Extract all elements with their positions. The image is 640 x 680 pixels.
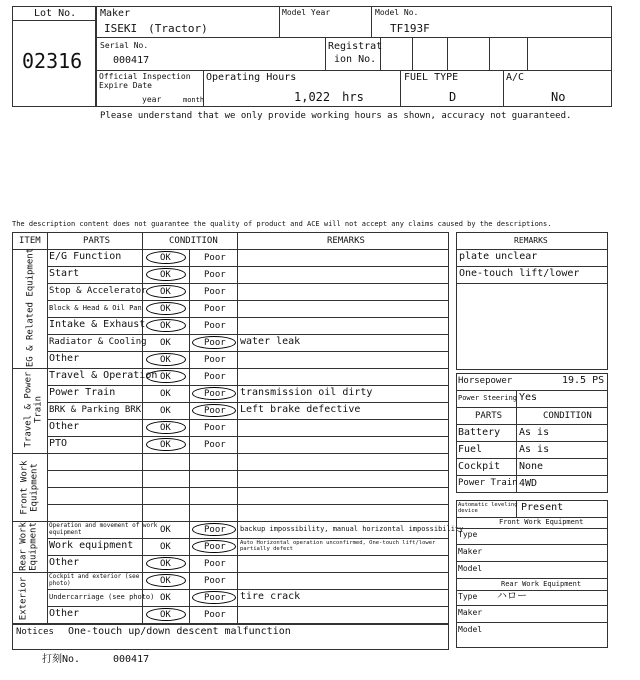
part-label: E/G Function bbox=[49, 251, 122, 262]
part-label: Intake & Exhaust bbox=[49, 319, 146, 330]
section-travel-label-2: Train bbox=[33, 395, 44, 424]
lot-number: 02316 bbox=[22, 49, 83, 73]
inspection-label: Official Inspection bbox=[99, 72, 191, 81]
condition-ok: OK bbox=[160, 610, 171, 620]
part-label: Travel & Operation bbox=[49, 370, 158, 381]
model-no-value: TF193F bbox=[390, 22, 430, 35]
section-eg-label: EG & Related Equipment bbox=[25, 247, 36, 368]
rear-type-label: Type bbox=[458, 592, 478, 601]
condition-ok: OK bbox=[160, 389, 171, 399]
fuel-label: FUEL TYPE bbox=[404, 72, 459, 83]
fuel-value: D bbox=[449, 90, 457, 104]
condition-poor: Poor bbox=[204, 372, 226, 382]
header-condition: CONDITION bbox=[169, 236, 218, 246]
auto-leveling-label-2: device bbox=[458, 508, 478, 514]
spec-condition: As is bbox=[519, 444, 550, 455]
condition-poor: Poor bbox=[204, 542, 226, 552]
section-rear-label: Rear Work bbox=[18, 522, 29, 571]
hours-label: Operating Hours bbox=[206, 72, 297, 83]
part-label: BRK & Parking BRK bbox=[49, 405, 142, 415]
condition-ok: OK bbox=[160, 338, 171, 348]
part-label-2: equipment bbox=[49, 529, 82, 536]
model-year-label: Model Year bbox=[282, 8, 331, 17]
part-label: Other bbox=[49, 608, 80, 619]
condition-ok: OK bbox=[160, 406, 171, 416]
ok-circle-mark bbox=[146, 251, 186, 264]
ok-circle-mark bbox=[146, 557, 186, 570]
registration-label-2: ion No. bbox=[334, 54, 377, 65]
condition-ok: OK bbox=[160, 321, 171, 331]
remark-text: Auto Horizontal operation unconfirmed, One-touch lift/lower bbox=[240, 540, 436, 546]
poor-circle-mark bbox=[192, 540, 236, 553]
section-front-label-2: Equipment bbox=[29, 463, 40, 512]
serial-label: Serial No. bbox=[100, 41, 149, 50]
condition-ok: OK bbox=[160, 525, 171, 535]
spec-part: Battery bbox=[458, 427, 501, 438]
horsepower-label: Horsepower bbox=[458, 376, 513, 386]
poor-circle-mark bbox=[192, 387, 236, 400]
condition-ok: OK bbox=[160, 355, 171, 365]
remark-text: water leak bbox=[240, 336, 301, 347]
right-remark-line: One-touch lift/lower bbox=[459, 268, 580, 279]
condition-poor: Poor bbox=[204, 321, 226, 331]
rear-maker-label: Maker bbox=[458, 608, 483, 617]
stamp-label: 打刻No. bbox=[42, 654, 81, 665]
remark-text: Left brake defective bbox=[240, 404, 361, 415]
part-label-2: photo) bbox=[49, 580, 71, 587]
remark-text: transmission oil dirty bbox=[240, 387, 373, 398]
ok-circle-mark bbox=[146, 608, 186, 621]
part-label: Radiator & Cooling bbox=[49, 337, 147, 347]
hours-value: 1,022 hrs bbox=[294, 90, 364, 104]
poor-circle-mark bbox=[192, 336, 236, 349]
condition-poor: Poor bbox=[204, 576, 226, 586]
condition-ok: OK bbox=[160, 593, 171, 603]
auto-leveling-value: Present bbox=[521, 502, 564, 513]
part-label: Work equipment bbox=[49, 540, 134, 551]
condition-poor: Poor bbox=[204, 423, 226, 433]
part-label: Undercarriage (see photo) bbox=[49, 593, 155, 601]
condition-ok: OK bbox=[160, 270, 171, 280]
condition-ok: OK bbox=[160, 576, 171, 586]
month-label: month bbox=[183, 96, 205, 104]
front-maker-label: Maker bbox=[458, 547, 483, 556]
poor-circle-mark bbox=[192, 404, 236, 417]
maker-label: Maker bbox=[100, 8, 131, 19]
right-remarks-header: REMARKS bbox=[514, 236, 548, 245]
condition-poor: Poor bbox=[204, 253, 226, 263]
remark-text-2: partially defect bbox=[240, 546, 293, 552]
ok-circle-mark bbox=[146, 285, 186, 298]
part-label: Start bbox=[49, 268, 80, 279]
ok-circle-mark bbox=[146, 302, 186, 315]
part-label: Stop & Accelerator bbox=[49, 286, 147, 296]
condition-poor: Poor bbox=[204, 525, 226, 535]
condition-poor: Poor bbox=[204, 338, 226, 348]
description-notice: The description content does not guarantee the quality of product and ACE will not accept any claims caused by the descriptions. bbox=[12, 220, 552, 228]
section-travel-label: Travel & Power bbox=[23, 371, 34, 448]
part-label: Block & Head & Oil Pan bbox=[49, 304, 142, 312]
registration-label: Registrat bbox=[328, 41, 383, 52]
ac-label: A/C bbox=[506, 72, 525, 83]
front-work-title: Front Work Equipment bbox=[499, 518, 584, 526]
condition-ok: OK bbox=[160, 287, 171, 297]
ok-circle-mark bbox=[146, 268, 186, 281]
ok-circle-mark bbox=[146, 421, 186, 434]
right-remark-line: plate unclear bbox=[459, 251, 538, 262]
condition-poor: Poor bbox=[204, 559, 226, 569]
spec-condition: As is bbox=[519, 427, 550, 438]
condition-poor: Poor bbox=[204, 593, 226, 603]
serial-value: 000417 bbox=[113, 55, 150, 66]
header-item: ITEM bbox=[19, 236, 41, 246]
stamp-value: 000417 bbox=[113, 654, 150, 665]
remark-text: backup impossibility, manual horizontal impossibility bbox=[240, 525, 464, 533]
condition-header: CONDITION bbox=[543, 411, 592, 421]
condition-poor: Poor bbox=[204, 355, 226, 365]
section-exterior-label: Exterior bbox=[18, 576, 29, 621]
hours-notice: Please understand that we only provide working hours as shown, accuracy not guaranteed. bbox=[100, 111, 572, 121]
lot-label: Lot No. bbox=[34, 8, 77, 19]
section-rear-label-2: Equipment bbox=[28, 522, 39, 571]
part-label: Operation and movement of work bbox=[49, 522, 158, 529]
part-label: Power Train bbox=[49, 387, 116, 398]
front-type-label: Type bbox=[458, 530, 478, 539]
condition-poor: Poor bbox=[204, 287, 226, 297]
spec-part: Power Train bbox=[458, 478, 518, 488]
ok-circle-mark bbox=[146, 574, 186, 587]
rear-type-value: ハロー bbox=[497, 591, 527, 602]
poor-circle-mark bbox=[192, 591, 236, 604]
parts-header: PARTS bbox=[475, 411, 503, 421]
spec-part: Cockpit bbox=[458, 461, 501, 472]
power-steering-value: Yes bbox=[519, 392, 538, 403]
condition-ok: OK bbox=[160, 372, 171, 382]
condition-ok: OK bbox=[160, 423, 171, 433]
condition-poor: Poor bbox=[204, 304, 226, 314]
part-label: Other bbox=[49, 421, 80, 432]
power-steering-label: Power Steering bbox=[458, 394, 518, 402]
part-label: PTO bbox=[49, 438, 68, 449]
condition-poor: Poor bbox=[204, 270, 226, 280]
spec-part: Fuel bbox=[458, 444, 483, 455]
condition-ok: OK bbox=[160, 304, 171, 314]
horsepower-value: 19.5 PS bbox=[562, 375, 605, 386]
part-label: Other bbox=[49, 353, 80, 364]
part-label: Cockpit and exterior (see bbox=[49, 573, 140, 580]
condition-ok: OK bbox=[160, 542, 171, 552]
front-model-label: Model bbox=[458, 564, 483, 573]
condition-poor: Poor bbox=[204, 610, 226, 620]
ok-circle-mark bbox=[146, 438, 186, 451]
header-parts: PARTS bbox=[83, 236, 111, 246]
condition-poor: Poor bbox=[204, 389, 226, 399]
section-front-label: Front Work bbox=[19, 460, 30, 515]
remark-text: tire crack bbox=[240, 591, 301, 602]
model-no-label: Model No. bbox=[375, 8, 419, 17]
condition-ok: OK bbox=[160, 253, 171, 263]
inspection-label-2: Expire Date bbox=[99, 81, 152, 90]
condition-ok: OK bbox=[160, 559, 171, 569]
part-label: Other bbox=[49, 557, 80, 568]
year-label: year bbox=[142, 95, 162, 104]
ac-value: No bbox=[551, 90, 566, 104]
spec-condition: 4WD bbox=[519, 478, 538, 489]
rear-model-label: Model bbox=[458, 625, 483, 634]
condition-poor: Poor bbox=[204, 440, 226, 450]
auto-leveling-label: Automatic leveling bbox=[458, 502, 518, 508]
spec-condition: None bbox=[519, 461, 544, 472]
header-remarks: REMARKS bbox=[327, 236, 365, 246]
poor-circle-mark bbox=[192, 523, 236, 536]
ok-circle-mark bbox=[146, 370, 186, 383]
condition-poor: Poor bbox=[204, 406, 226, 416]
condition-ok: OK bbox=[160, 440, 171, 450]
rear-work-title: Rear Work Equipment bbox=[501, 580, 582, 588]
ok-circle-mark bbox=[146, 319, 186, 332]
maker-value: ISEKI (Tractor) bbox=[104, 22, 208, 35]
ok-circle-mark bbox=[146, 353, 186, 366]
notices-label: Notices bbox=[16, 627, 54, 637]
notices-value: One-touch up/down descent malfunction bbox=[68, 626, 291, 637]
